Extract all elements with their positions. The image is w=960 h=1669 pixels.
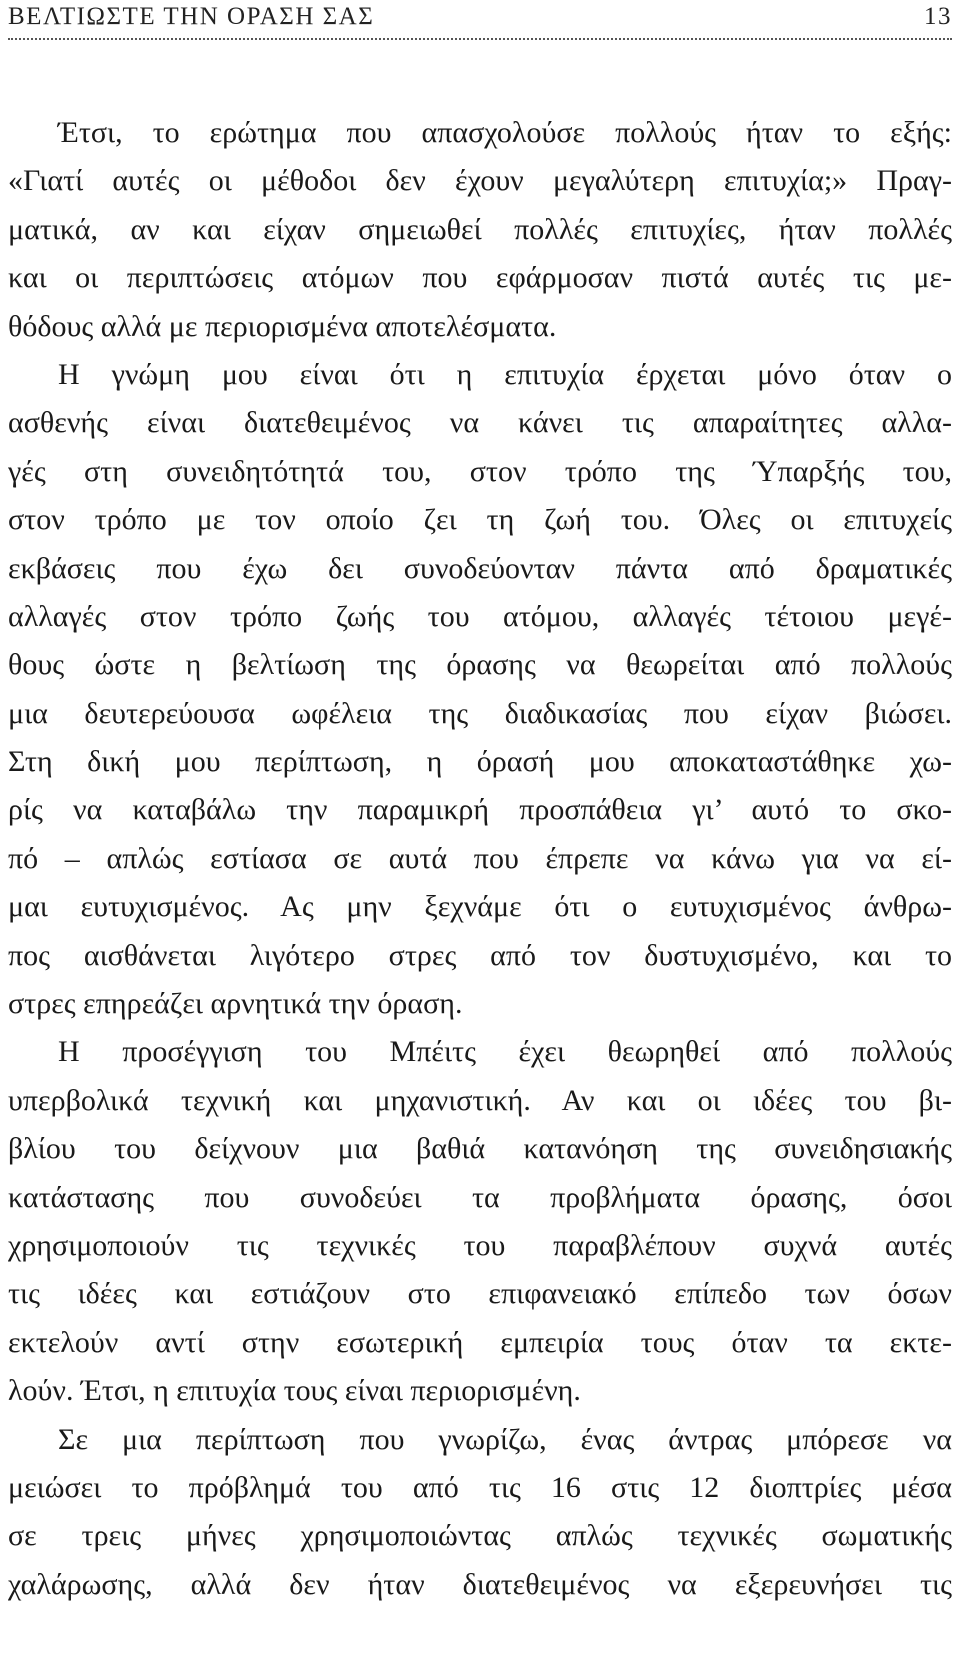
text-line: αλλαγές στον τρόπο ζωής του ατόμου, αλλαγές τέτοιου μεγέ- xyxy=(8,599,952,633)
page-number: 13 xyxy=(924,3,952,30)
text-line: υπερβολικά τεχνική και μηχανιστική. Αν και οι ιδέες του βι- xyxy=(8,1083,952,1117)
text-line: γές στη συνειδητότητά του, στον τρόπο της Ύπαρξής του, xyxy=(8,454,952,488)
text-line: Η προσέγγιση του Μπέιτς έχει θεωρηθεί από πολλούς xyxy=(58,1035,952,1069)
text-line: λούν. Έτσι, η επιτυχία τους είναι περιορισμένη. xyxy=(8,1374,581,1408)
text-line: ασθενής είναι διατεθειμένος να κάνει τις απαραίτητες αλλα- xyxy=(8,406,952,440)
text-line: τις ιδέες και εστιάζουν στο επιφανειακό επίπεδο των όσων xyxy=(8,1277,952,1311)
text-line: και οι περιπτώσεις ατόμων που εφάρμοσαν πιστά αυτές τις με- xyxy=(8,261,952,295)
running-header-title: ΒΕΛΤΙΩΣΤΕ ΤΗΝ ΟΡΑΣΗ ΣΑΣ xyxy=(8,3,375,30)
text-line: χαλάρωσης, αλλά δεν ήταν διατεθειμένος να εξερευνήσει τις xyxy=(8,1567,952,1601)
text-line: Σε μια περίπτωση που γνωρίζω, ένας άντρας μπόρεσε να xyxy=(58,1422,952,1456)
text-line: μια δευτερεύουσα ωφέλεια της διαδικασίας που είχαν βιώσει. xyxy=(8,696,952,730)
text-line: βλίου του δείχνουν μια βαθιά κατανόηση της συνειδησιακής xyxy=(8,1132,952,1166)
text-line: κατάστασης που συνοδεύει τα προβλήματα όρασης, όσοι xyxy=(8,1180,952,1214)
text-line: στρες επηρεάζει αρνητικά την όραση. xyxy=(8,987,463,1021)
text-line: θους ώστε η βελτίωση της όρασης να θεωρείται από πολλούς xyxy=(8,648,952,682)
text-line: Έτσι, το ερώτημα που απασχολούσε πολλούς ήταν το εξής: xyxy=(58,116,952,149)
text-line: «Γιατί αυτές οι μέθοδοι δεν έχουν μεγαλύτερη επιτυχία;» Πραγ- xyxy=(8,164,952,198)
header-dotted-rule xyxy=(8,38,952,40)
text-line: μαι ευτυχισμένος. Ας μην ξεχνάμε ότι ο ευτυχισμένος άνθρω- xyxy=(8,890,952,924)
running-header xyxy=(8,0,952,34)
text-line: χρησιμοποιούν τις τεχνικές του παραβλέπουν συχνά αυτές xyxy=(8,1228,952,1262)
text-line: Στη δική μου περίπτωση, η όρασή μου αποκαταστάθηκε χω- xyxy=(8,745,952,779)
text-line: εκβάσεις που έχω δει συνοδεύονταν πάντα από δραματικές xyxy=(8,551,952,585)
text-line: μειώσει το πρόβλημά του από τις 16 στις 12 διοπτρίες μέσα xyxy=(8,1470,952,1504)
body-text xyxy=(8,109,952,1609)
text-line: θόδους αλλά με περιορισμένα αποτελέσματα. xyxy=(8,309,557,343)
text-line: πό – απλώς εστίασα σε αυτά που έπρεπε να κάνω για να εί- xyxy=(8,841,952,875)
text-line: Η γνώμη μου είναι ότι η επιτυχία έρχεται μόνο όταν ο xyxy=(58,357,952,391)
text-line: ρίς να καταβάλω την παραμικρή προσπάθεια γι’ αυτό το σκο- xyxy=(8,793,952,827)
text-line: εκτελούν αντί στην εσωτερική εμπειρία τους όταν τα εκτε- xyxy=(8,1325,952,1359)
text-line: σε τρεις μήνες χρησιμοποιώντας απλώς τεχνικές σωματικής xyxy=(8,1519,952,1553)
text-line: στον τρόπο με τον οποίο ζει τη ζωή του. Όλες οι επιτυχείς xyxy=(8,503,952,537)
text-line: πος αισθάνεται λιγότερο στρες από τον δυστυχισμένο, και το xyxy=(8,938,952,972)
text-line: ματικά, αν και είχαν σημειωθεί πολλές επιτυχίες, ήταν πολλές xyxy=(8,212,952,246)
